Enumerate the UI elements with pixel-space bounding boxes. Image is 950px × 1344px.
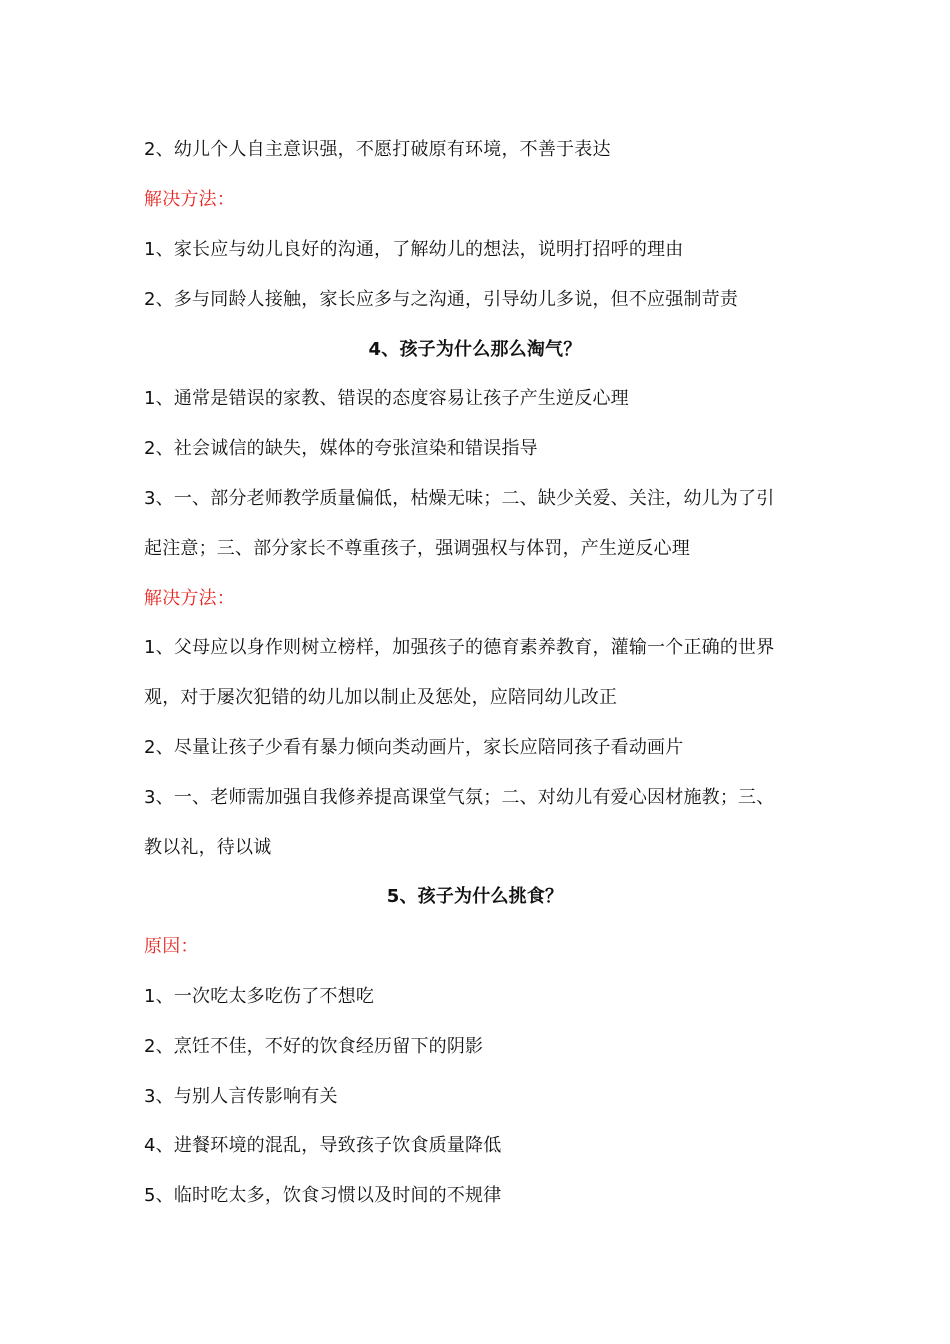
paragraph-cause-5: 5、临时吃太多，饮食习惯以及时间的不规律 [144, 1185, 502, 1206]
cause-label: 原因： [144, 936, 199, 957]
section-heading-5: 5、孩子为什么挑食？ [386, 886, 564, 907]
paragraph-cause-2: 2、社会诚信的缺失，媒体的夸张渲染和错误指导 [144, 438, 538, 459]
paragraph-solution-3-line-1: 3、一、老师需加强自我修养提高课堂气氛；二、对幼儿有爱心因材施教；三、 [144, 787, 775, 808]
solution-label: 解决方法： [144, 189, 235, 210]
section-heading-4: 4、孩子为什么那么淘气？ [368, 339, 582, 360]
paragraph-cause-1: 1、一次吃太多吃伤了不想吃 [144, 986, 375, 1007]
paragraph-solution-1: 1、家长应与幼儿良好的沟通，了解幼儿的想法，说明打招呼的理由 [144, 239, 684, 260]
solution-label: 解决方法： [144, 588, 235, 609]
paragraph-cause-3: 3、与别人言传影响有关 [144, 1086, 338, 1107]
paragraph-cause-2: 2、烹饪不佳，不好的饮食经历留下的阴影 [144, 1036, 484, 1057]
paragraph-cause-2: 2、幼儿个人自主意识强，不愿打破原有环境，不善于表达 [144, 139, 611, 160]
paragraph-solution-1-line-2: 观，对于屡次犯错的幼儿加以制止及惩处，应陪同幼儿改正 [144, 687, 618, 708]
paragraph-cause-4: 4、进餐环境的混乱，导致孩子饮食质量降低 [144, 1135, 502, 1156]
paragraph-solution-3-line-2: 教以礼，待以诚 [144, 837, 272, 858]
paragraph-solution-1-line-1: 1、父母应以身作则树立榜样，加强孩子的德育素养教育，灌输一个正确的世界 [144, 637, 775, 658]
paragraph-cause-1: 1、通常是错误的家教、错误的态度容易让孩子产生逆反心理 [144, 388, 629, 409]
paragraph-cause-3-line-1: 3、一、部分老师教学质量偏低，枯燥无味；二、缺少关爱、关注，幼儿为了引 [144, 488, 775, 509]
paragraph-solution-2: 2、多与同龄人接触，家长应多与之沟通，引导幼儿多说，但不应强制苛责 [144, 289, 739, 310]
paragraph-cause-3-line-2: 起注意；三、部分家长不尊重孩子，强调强权与体罚，产生逆反心理 [144, 538, 690, 559]
paragraph-solution-2: 2、尽量让孩子少看有暴力倾向类动画片，家长应陪同孩子看动画片 [144, 737, 684, 758]
